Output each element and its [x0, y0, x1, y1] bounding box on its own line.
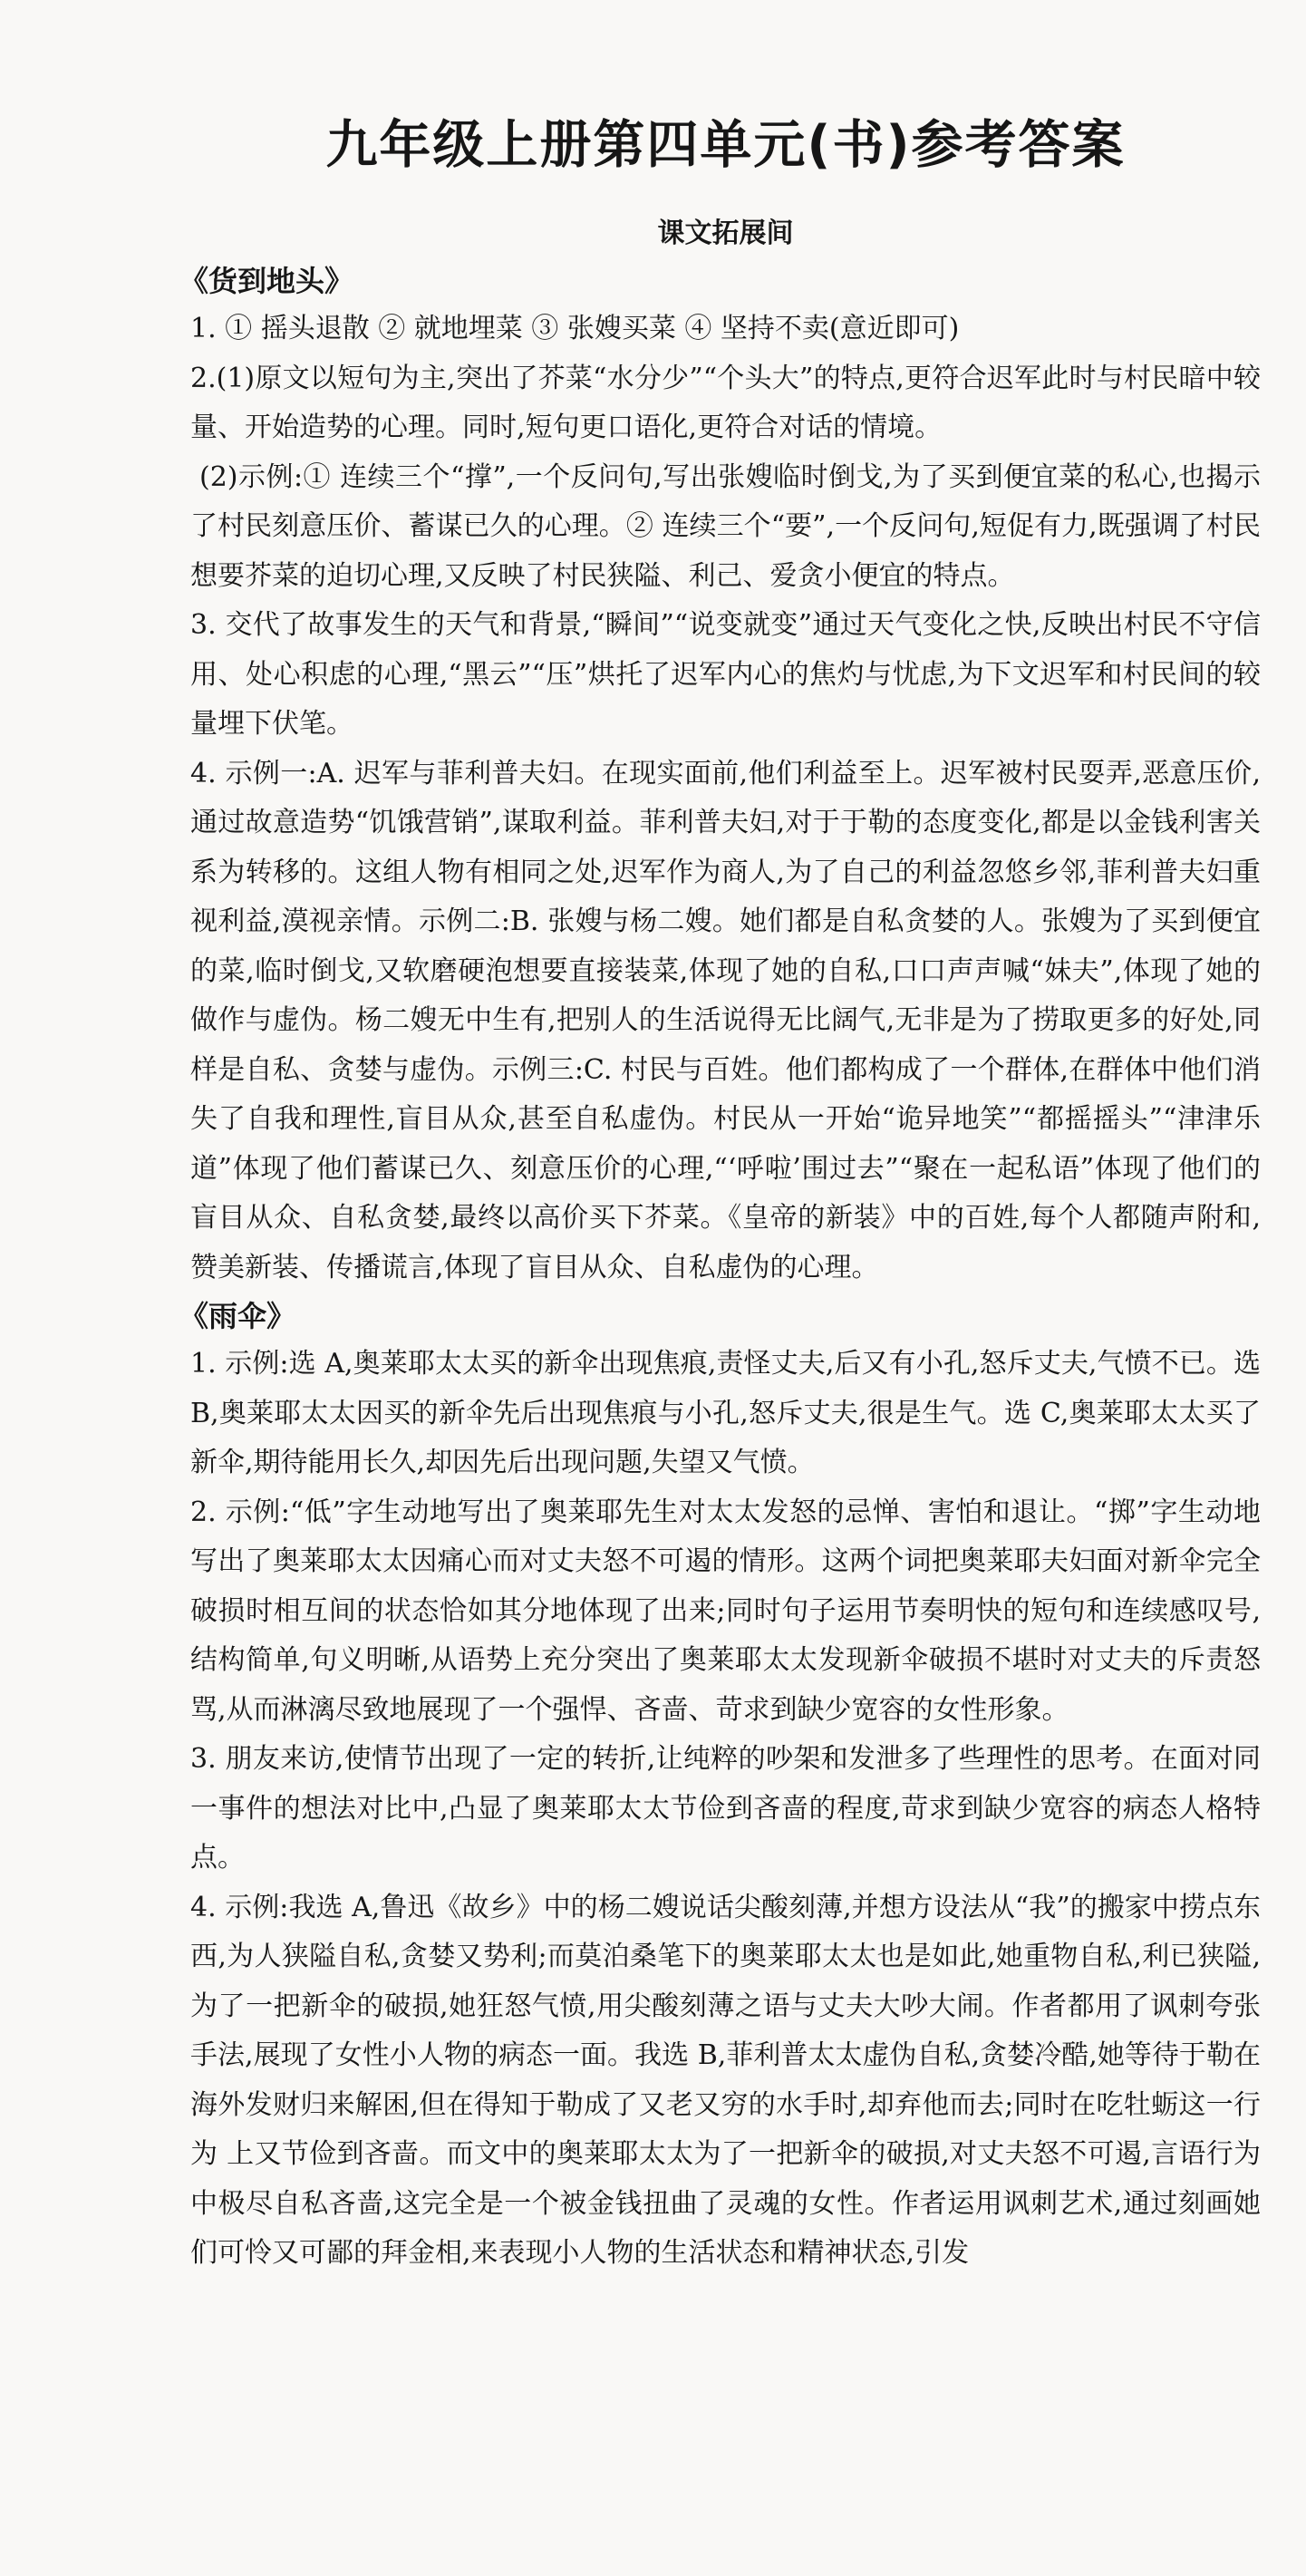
answer-item: 4. 示例:我选 A,鲁迅《故乡》中的杨二嫂说话尖酸刻薄,并想方设法从“我”的搬家中捞点东西,为人狭隘自私,贪婪又势利;而莫泊桑笔下的奥莱耶太太也是如此,她重物自私,利已狭隘,为了一把新伞的破损,她狂怒气愤,用尖酸刻薄之语与丈夫大吵大闹。作者都用了讽刺夸张手法,展现了女性小人物的病态一面。我选 B,菲利普太太虚伪自私,贪婪冷酷,她等待于勒在海外发财归来解困,但在得知于勒成了又老又穷的水手时,却弃他而去;同时在吃牡蛎这一行为 上又节俭到吝啬。而文中的奥莱耶太太为了一把新伞的破损,对丈夫怒不可遏,言语行为中极尽自私吝啬,这完全是一个被金钱扭曲了灵魂的女性。作者运用讽刺艺术,通过刻画她们可怜又可鄙的拜金相,来表现小人物的生活状态和精神状态,引发: [190, 1891, 1261, 2269]
answer-item: 4. 示例一:A. 迟军与菲利普夫妇。在现实面前,他们利益至上。迟军被村民耍弄,恶意压价,通过故意造势“饥饿营销”,谋取利益。菲利普夫妇,对于于勒的态度变化,都是以金钱利害关系为转移的。这组人物有相同之处,迟军作为商人,为了自己的利益忽悠乡邻,菲利普夫妇重视利益,漠视亲情。示例二:B. 张嫂与杨二嫂。她们都是自私贪婪的人。张嫂为了买到便宜的菜,临时倒戈,又软磨硬泡想要直接装菜,体现了她的自私,口口声声喊“妹夫”,体现了她的做作与虚伪。杨二嫂无中生有,把别人的生活说得无比阔气,无非是为了捞取更多的好处,同样是自私、贪婪与虚伪。示例三:C. 村民与百姓。他们都构成了一个群体,在群体中他们消失了自我和理性,盲目从众,甚至自私虚伪。村民从一开始“诡异地笑”“都摇摇头”“津津乐道”体现了他们蓄谋已久、刻意压价的心理,“‘呼啦’围过去”“聚在一起私语”体现了他们的盲目从众、自私贪婪,最终以高价买下芥菜。《皇帝的新装》中的百姓,每个人都随声附和,赞美新装、传播谎言,体现了盲目从众、自私虚伪的心理。: [190, 757, 1261, 1283]
page-title: 九年级上册第四单元(书)参考答案: [325, 115, 1126, 175]
answer-item: 2.(1)原文以短句为主,突出了芥菜“水分少”“个头大”的特点,更符合迟军此时与村民暗中较量、开始造势的心理。同时,短句更口语化,更符合对话的情境。: [190, 362, 1261, 443]
answer-item: 2. 示例:“低”字生动地写出了奥莱耶先生对太太发怒的忌惮、害怕和退让。“掷”字生动地写出了奥莱耶太太因痛心而对丈夫怒不可遏的情形。这两个词把奥莱耶夫妇面对新伞完全破损时相互间的状态恰如其分地体现了出来;同时句子运用节奏明快的短句和连续感叹号,结构简单,句义明晰,从语势上充分突出了奥莱耶太太发现新伞破损不堪时对丈夫的斥责怒骂,从而淋漓尽致地展现了一个强悍、吝啬、苛求到缺少宽容的女性形象。: [190, 1496, 1261, 1726]
answer-item: 1. 示例:选 A,奥莱耶太太买的新伞出现焦痕,责怪丈夫,后又有小孔,怒斥丈夫,气愤不已。选 B,奥莱耶太太因买的新伞先后出现焦痕与小孔,怒斥丈夫,很是生气。选 C,奥莱耶太太买了新伞,期待能用长久,却因先后出现问题,失望又气愤。: [190, 1348, 1261, 1478]
answer-content: [179, 257, 1261, 2279]
answer-item: 1. ① 摇头退散 ② 就地埋菜 ③ 张嫂买菜 ④ 坚持不卖(意近即可): [190, 313, 960, 344]
section-huo-dao-di-tou: [179, 257, 1261, 1293]
answer-item: (2)示例:① 连续三个“撑”,一个反问句,写出张嫂临时倒戈,为了买到便宜菜的私心,也揭示了村民刻意压价、蓄谋已久的心理。② 连续三个“要”,一个反问句,短促有力,既强调了村民想要芥菜的迫切心理,又反映了村民狭隘、利己、爱贪小便宜的特点。: [190, 460, 1261, 592]
page-subtitle: 课文拓展间: [657, 218, 794, 249]
answer-item: 3. 朋友来访,使情节出现了一定的转折,让纯粹的吵架和发泄多了些理性的思考。在面对同一事件的想法对比中,凸显了奥莱耶太太节俭到吝啬的程度,苛求到缺少宽容的病态人格特点。: [190, 1743, 1261, 1874]
answer-item: 3. 交代了故事发生的天气和背景,“瞬间”“说变就变”通过天气变化之快,反映出村民不守信用、处心积虑的心理,“黑云”“压”烘托了迟军内心的焦灼与忧虑,为下文迟军和村民间的较量埋下伏笔。: [190, 609, 1261, 740]
section-heading: 《货到地头》: [179, 264, 354, 298]
section-heading: 《雨伞》: [179, 1299, 296, 1333]
section-yu-san: [179, 1293, 1261, 2279]
